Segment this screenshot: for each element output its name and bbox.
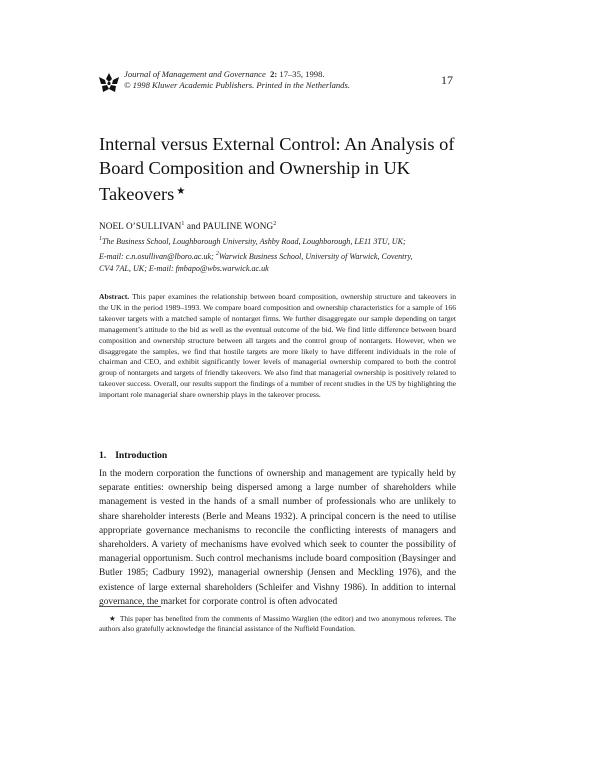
- author-affil-mark: 2: [273, 221, 277, 227]
- author-name: NOEL O’SULLIVAN: [99, 221, 182, 231]
- affiliations: [99, 233, 459, 275]
- affil-mark: 2: [215, 251, 219, 257]
- affil-mark: 1: [99, 236, 102, 242]
- author-name: PAULINE WONG: [202, 221, 274, 231]
- affiliation-email: E-mail: c.n.osullivan@lboro.ac.uk;: [99, 252, 216, 261]
- section-title: Introduction: [115, 450, 168, 461]
- paper-title-text: Internal versus External Control: An Analysis of Board Composition and Ownership in UK Takeovers: [99, 134, 455, 204]
- footnote-text: This paper has benefited from the comments of Massimo Warglien (the editor) and two anonymous referees. The authors also gratefully acknowledge the financial assistance of the Nuffield Foundation.: [99, 614, 456, 634]
- journal-line-1: [124, 69, 350, 80]
- abstract-text: This paper examines the relationship between board composition, ownership structure and takeovers in the UK in the period 1989–1993. We compare board composition and ownership characteristics for a sample of 166 takeover targets with a matched sample of nontarget firms. We further disaggregate our sample depending on target management’s attitude to the bid as well as the eventual outcome of the bid. We find little difference between board composition and ownership structure between all targets and the control group of nontargets. However, when we disaggregate the samples, we find that hostile targets are more likely to have different individuals in the role of chairman and CEO, and exhibit significantly lower levels of managerial ownership compared to both the control group of nontargets and targets of friendly takeovers. We also find that managerial ownership is positively related to takeover success. Overall, our results support the findings of a number of recent studies in the US by highlighting the important role managerial share ownership plays in the takeover process.: [99, 292, 456, 400]
- journal-pages: 17–35, 1998.: [279, 69, 325, 79]
- section-number: 1.: [99, 450, 107, 461]
- title-footnote-mark: ★: [176, 186, 186, 197]
- paper-title: [99, 132, 499, 206]
- affiliation-line: [99, 233, 459, 248]
- abstract-label: Abstract.: [99, 292, 130, 301]
- publisher-logo-icon: [99, 73, 119, 93]
- journal-name: Journal of Management and Governance: [124, 69, 266, 79]
- affiliation-text: CV4 7AL, UK; E-mail: fmbapo@wbs.warwick.ac.uk: [99, 264, 269, 273]
- section-heading: [99, 450, 167, 461]
- body-paragraph: In the modern corporation the functions of ownership and management are typically held by separate entities: ownership being dispersed among a large number of shareholders while management is vested in the hands of a small number of professionals who are unlikely to share shareholder interests (Berle and Means 1932). A principal concern is the need to utilise appropriate governance mechanisms to reconcile the conflicting interests of managers and shareholders. A variety of mechanisms have evolved which seek to counter the possibility of managerial opportunism. Such control mechanisms include board composition (Baysinger and Butler 1985; Cadbury 1992), managerial ownership (Jensen and Meckling 1976), and the existence of large external shareholders (Schleifer and Vishny 1986). In addition to internal governance, the market for corporate control is often advocated: [99, 469, 456, 607]
- abstract: [99, 292, 456, 401]
- affiliation-text: The Business School, Loughborough University, Ashby Road, Loughborough, LE11 3TU, UK;: [102, 237, 406, 246]
- affiliation-text: Warwick Business School, University of Warwick, Coventry,: [218, 252, 413, 261]
- affiliation-line: [99, 248, 459, 263]
- journal-copyright: © 1998 Kluwer Academic Publishers. Printed in the Netherlands.: [124, 80, 350, 90]
- footnote-mark: ★: [109, 614, 116, 623]
- footnote: [99, 614, 456, 635]
- journal-volume: 2:: [270, 69, 278, 79]
- author-list: [99, 221, 276, 231]
- author-affil-mark: 1: [181, 221, 185, 227]
- affiliation-line: [99, 263, 459, 275]
- page-number: 17: [441, 73, 453, 87]
- footnote-divider: [99, 606, 161, 607]
- journal-citation: [124, 69, 350, 91]
- author-joiner: and: [184, 221, 203, 231]
